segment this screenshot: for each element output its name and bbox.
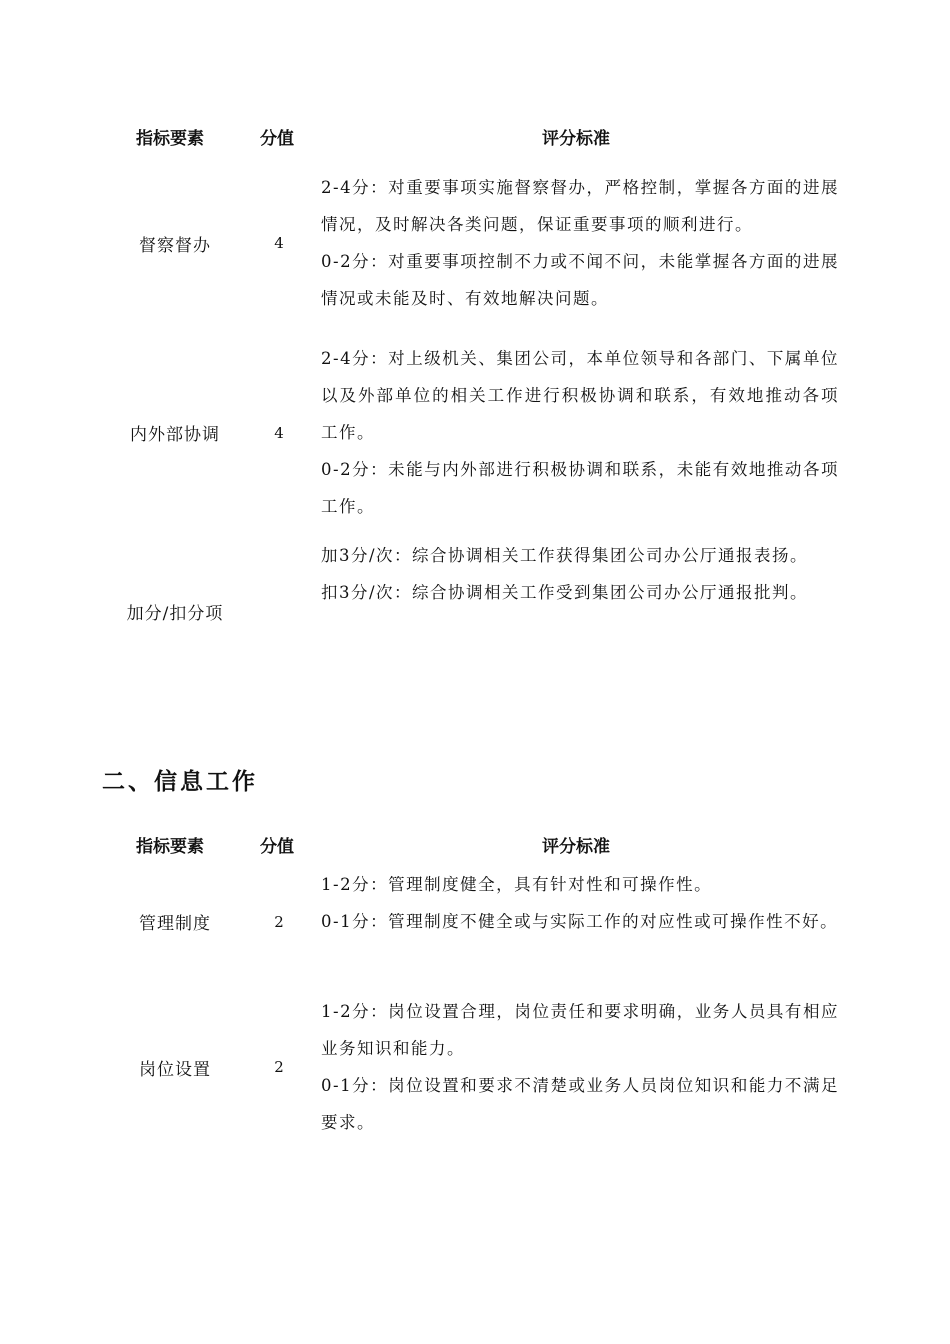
- score-cell: 4: [274, 423, 284, 442]
- criteria-line: 1-2分：管理制度健全，具有针对性和可操作性。: [321, 875, 713, 894]
- header-criteria: 评分标准: [542, 837, 610, 857]
- header-factor: 指标要素: [136, 837, 204, 857]
- factor-cell: 内外部协调: [130, 425, 220, 445]
- score-cell: 2: [274, 912, 284, 931]
- table-row: [100, 169, 845, 317]
- table-row: [100, 537, 845, 685]
- criteria-cell: [321, 537, 839, 611]
- factor-cell: 加分/扣分项: [126, 603, 224, 624]
- table-row: [100, 340, 845, 525]
- criteria-line: 2-4分：对上级机关、集团公司，本单位领导和各部门、下属单位以及外部单位的相关工作进行积极协调和联系，有效地推动各项工作。: [321, 349, 839, 442]
- table-row: [100, 993, 845, 1141]
- header-factor: 指标要素: [136, 129, 204, 149]
- scoring-table-1: [100, 124, 845, 684]
- criteria-line: 0-2分：未能与内外部进行积极协调和联系，未能有效地推动各项工作。: [321, 460, 839, 516]
- criteria-line: 1-2分：岗位设置合理，岗位责任和要求明确，业务人员具有相应业务知识和能力。: [321, 1002, 839, 1058]
- criteria-line: 2-4分：对重要事项实施督察督办，严格控制，掌握各方面的进展情况，及时解决各类问题，保证重要事项的顺利进行。: [321, 178, 839, 234]
- table-row: [100, 866, 845, 977]
- header-criteria: 评分标准: [542, 129, 610, 149]
- criteria-line: 0-1分：岗位设置和要求不清楚或业务人员岗位知识和能力不满足要求。: [321, 1076, 839, 1132]
- scoring-table-2: [100, 832, 845, 1142]
- criteria-cell: [321, 993, 839, 1141]
- header-score: 分值: [260, 837, 294, 857]
- factor-cell: 管理制度: [139, 914, 211, 934]
- criteria-line: 扣3分/次：综合协调相关工作受到集团公司办公厅通报批判。: [321, 583, 809, 602]
- score-cell: [250, 537, 308, 685]
- factor-cell: 督察督办: [139, 235, 211, 256]
- score-cell: 4: [274, 234, 284, 252]
- criteria-line: 加3分/次：综合协调相关工作获得集团公司办公厅通报表扬。: [321, 546, 809, 565]
- criteria-cell: [321, 340, 839, 525]
- table-header: [100, 124, 845, 154]
- factor-cell: 岗位设置: [139, 1059, 211, 1080]
- table-header: [100, 832, 845, 862]
- criteria-cell: [321, 866, 839, 940]
- criteria-line: 0-1分：管理制度不健全或与实际工作的对应性或可操作性不好。: [321, 912, 839, 931]
- criteria-line: 0-2分：对重要事项控制不力或不闻不问，未能掌握各方面的进展情况或未能及时、有效地解决问题。: [321, 252, 839, 308]
- score-cell: 2: [274, 1058, 284, 1076]
- section-title: 二、信息工作: [102, 769, 258, 795]
- header-score: 分值: [260, 129, 294, 149]
- criteria-cell: [321, 169, 839, 317]
